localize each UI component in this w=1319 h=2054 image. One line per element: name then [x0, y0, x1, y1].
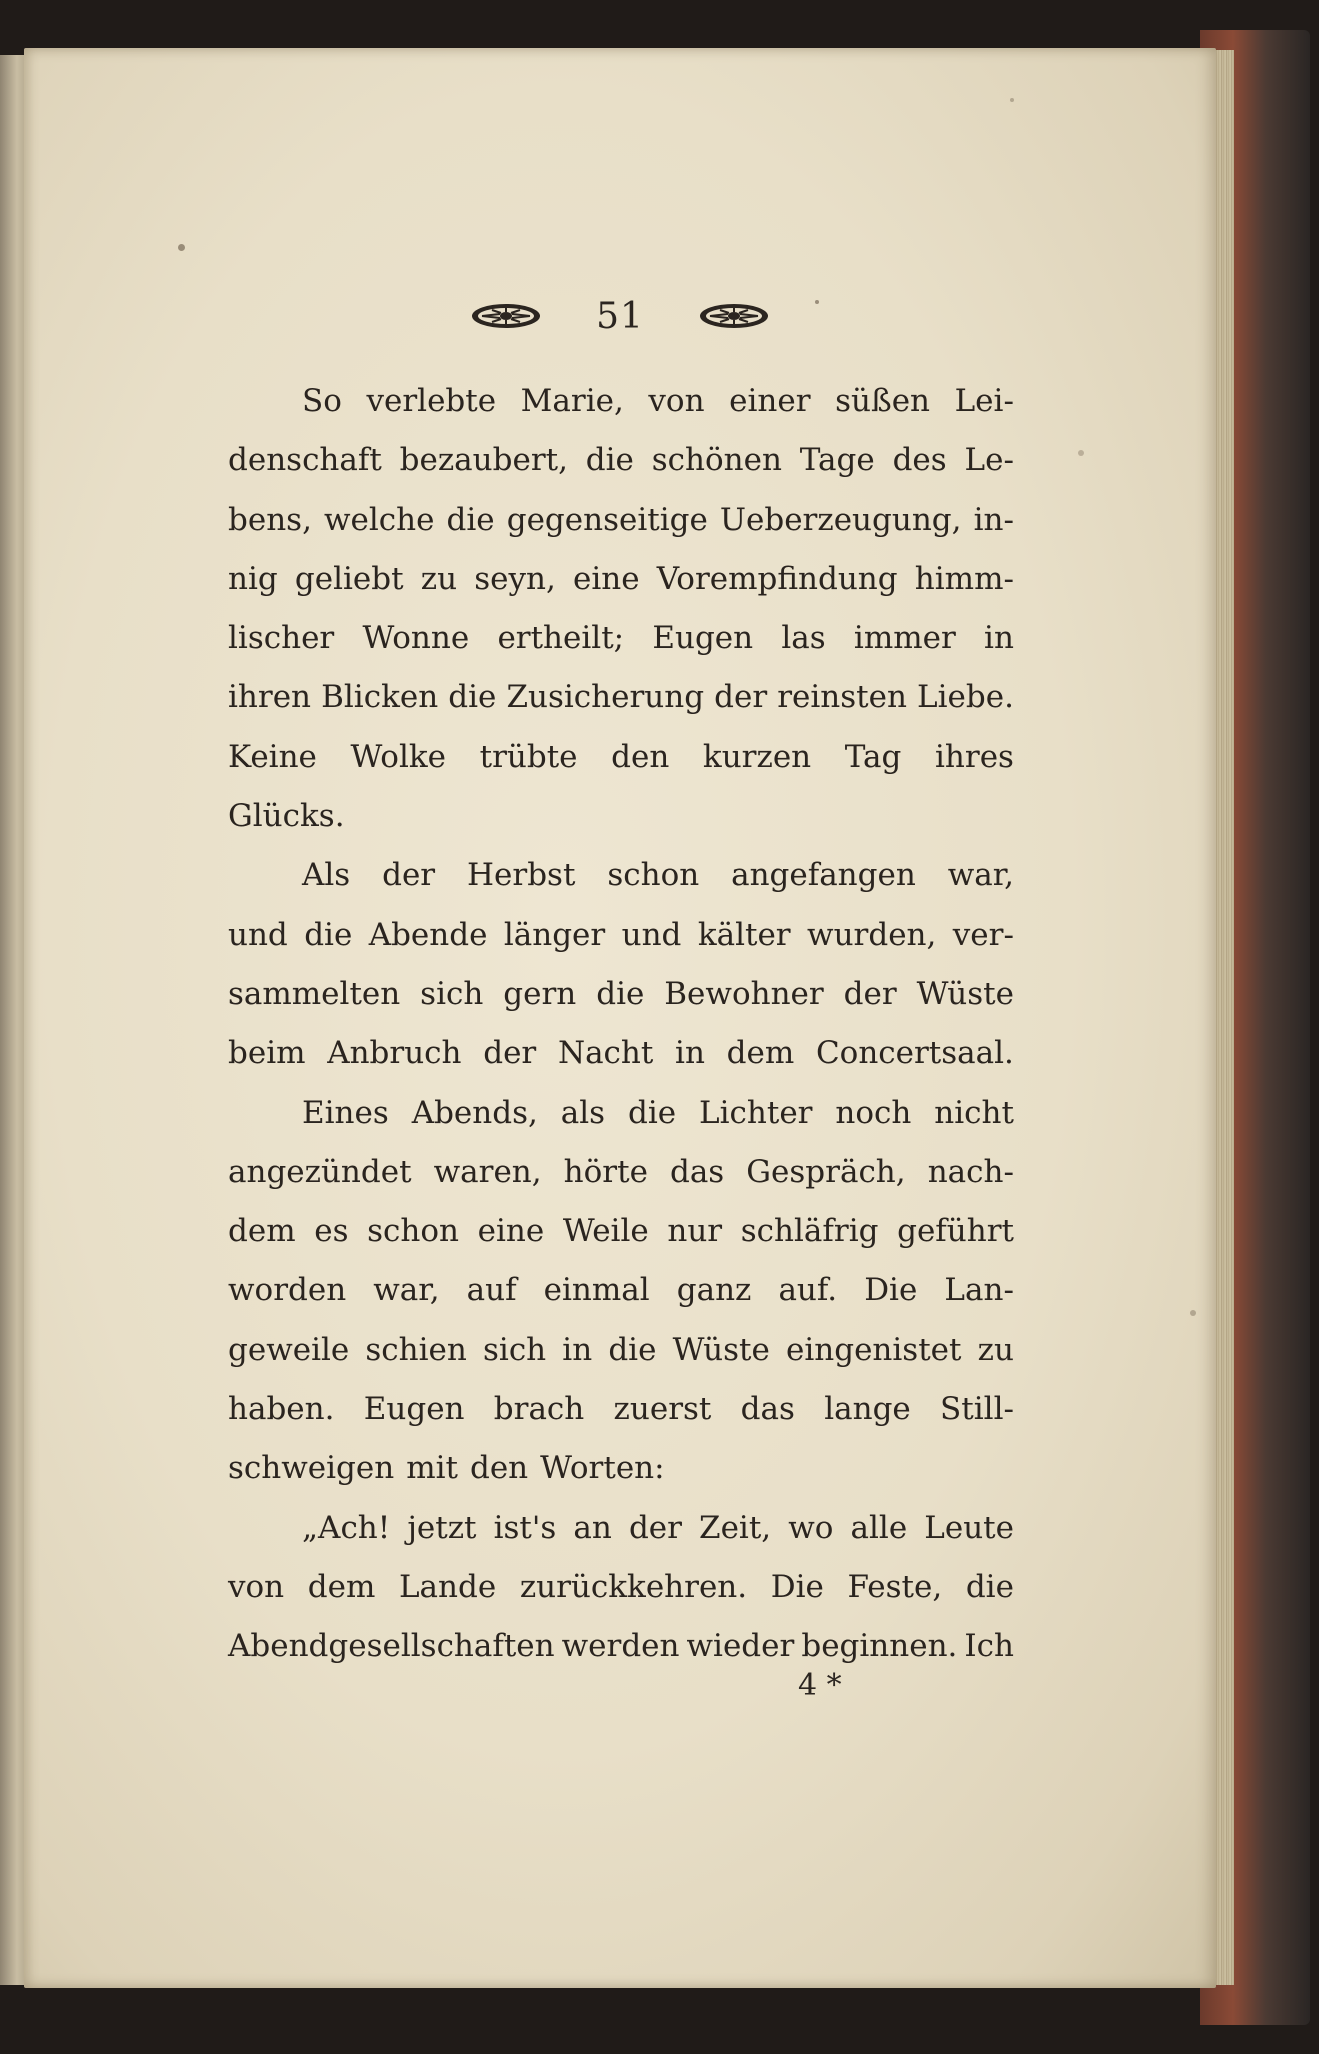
text-line — [228, 431, 1014, 490]
text-line — [228, 728, 1014, 787]
text-word: Lan- — [944, 1272, 1014, 1309]
text-line — [228, 1558, 1014, 1617]
text-word: in — [675, 1035, 705, 1072]
text-word: sich — [483, 1331, 547, 1368]
text-word: die — [446, 501, 495, 538]
text-line — [228, 965, 1014, 1024]
text-word: zu — [977, 1331, 1014, 1368]
text-word: war, — [947, 857, 1014, 894]
text-word: Lichter — [699, 1094, 813, 1131]
text-word: Als — [302, 857, 351, 894]
text-word: Die — [770, 1568, 824, 1605]
paper-speck — [1190, 1310, 1196, 1316]
text-word: länger — [503, 916, 606, 953]
text-word: angefangen — [731, 857, 916, 894]
text-word: Eines — [302, 1094, 389, 1131]
text-word: der — [483, 1035, 537, 1072]
text-word: an — [573, 1509, 612, 1546]
text-word: alle — [850, 1509, 908, 1546]
text-word: Weile — [562, 1213, 649, 1250]
text-word: schien — [365, 1331, 467, 1368]
text-word: gern — [503, 975, 577, 1012]
text-word: war, — [373, 1272, 440, 1309]
text-word: Abende — [368, 916, 488, 953]
text-word: lischer — [228, 620, 335, 657]
text-word: ihres — [935, 738, 1014, 775]
text-word: wieder — [686, 1628, 795, 1665]
text-word: Anbruch — [327, 1035, 462, 1072]
text-word: Ueberzeugung, — [719, 501, 962, 538]
text-line — [228, 1617, 1014, 1676]
text-word: von — [648, 383, 705, 419]
text-word: schon — [607, 857, 700, 894]
text-line — [228, 1439, 1014, 1498]
text-word: beginnen. — [801, 1628, 958, 1665]
text-word: sammelten — [228, 975, 401, 1012]
text-word: wo — [788, 1509, 834, 1546]
text-word: als — [560, 1094, 606, 1131]
text-word: des — [892, 442, 947, 479]
text-word: dem — [726, 1035, 795, 1072]
text-line — [228, 1143, 1014, 1202]
text-word: Eugen — [363, 1391, 465, 1428]
text-word: So — [302, 383, 342, 419]
text-word: Ich — [964, 1628, 1014, 1665]
text-word: jetzt — [407, 1509, 477, 1546]
text-word: Le- — [964, 442, 1014, 479]
text-word: Abends, — [411, 1094, 538, 1131]
text-word: eine — [573, 560, 640, 597]
text-word: hörte — [563, 1153, 648, 1190]
text-line — [228, 1380, 1014, 1439]
text-word: bezaubert, — [399, 442, 568, 479]
text-word: Herbst — [467, 857, 576, 894]
text-word: die — [585, 442, 634, 479]
text-word: brach — [493, 1391, 585, 1428]
text-word: der — [843, 975, 897, 1012]
text-word: Tag — [844, 738, 902, 775]
text-word: sich — [420, 975, 484, 1012]
text-word: ver- — [952, 916, 1014, 953]
text-word: Glücks. — [228, 798, 345, 835]
text-word: seyn, — [474, 560, 556, 597]
text-word: süßen — [835, 383, 931, 419]
text-word: haben. — [228, 1391, 335, 1428]
text-word: Eugen — [652, 620, 754, 657]
text-word: waren, — [433, 1153, 542, 1190]
text-word: Nacht — [557, 1035, 654, 1072]
text-word: die — [448, 679, 497, 716]
text-word: den — [611, 738, 670, 775]
text-word: Worten: — [540, 1450, 665, 1487]
text-word: nig — [228, 560, 278, 597]
text-word: angezündet — [228, 1153, 412, 1190]
text-word: worden — [228, 1272, 347, 1309]
text-word: ganz — [676, 1272, 752, 1309]
text-word: verlebte — [366, 383, 497, 419]
text-word: Bewohner — [664, 975, 824, 1012]
text-word: zuerst — [613, 1391, 712, 1428]
text-word: nicht — [934, 1094, 1014, 1131]
text-word: kurzen — [702, 738, 812, 775]
text-line — [228, 1202, 1014, 1261]
text-line — [228, 1261, 1014, 1320]
text-word: es — [314, 1213, 349, 1250]
text-word: gegenseitige — [506, 501, 708, 538]
text-word: geweile — [228, 1331, 350, 1368]
paper-speck — [1010, 98, 1014, 102]
text-word: schläfrig — [740, 1213, 879, 1250]
page-header — [470, 292, 770, 340]
text-word: werden — [561, 1628, 680, 1665]
text-word: die — [965, 1568, 1014, 1605]
page-number: 51 — [596, 295, 644, 337]
text-word: die — [596, 975, 645, 1012]
text-line — [228, 550, 1014, 609]
text-line — [228, 906, 1014, 965]
text-word: eingenistet — [786, 1331, 962, 1368]
signature-mark: 4 * — [798, 1668, 842, 1703]
ornament-left-icon — [470, 302, 542, 330]
text-word: der — [382, 857, 436, 894]
text-word: ertheilt; — [497, 620, 625, 657]
text-word: die — [608, 1331, 657, 1368]
text-word: welche — [324, 501, 435, 538]
paper-speck — [178, 244, 185, 251]
text-word: bens, — [228, 501, 312, 538]
text-word: lange — [824, 1391, 911, 1428]
text-word: eine — [477, 1213, 545, 1250]
text-word: „Ach! — [302, 1509, 391, 1546]
text-word: in- — [973, 501, 1014, 538]
text-word: las — [781, 620, 826, 657]
text-word: trübte — [479, 738, 578, 775]
text-word: Marie, — [520, 383, 624, 419]
text-word: in — [562, 1331, 593, 1368]
text-word: ist's — [493, 1509, 557, 1546]
text-word: noch — [835, 1094, 912, 1131]
text-word: den — [469, 1450, 529, 1487]
text-word: ihren — [228, 679, 312, 716]
text-line — [228, 1321, 1014, 1380]
text-word: Zeit, — [699, 1509, 772, 1546]
text-word: reinsten — [777, 679, 907, 716]
text-word: Keine — [228, 738, 317, 775]
text-word: auf. — [778, 1272, 838, 1309]
text-word: Blicken — [321, 679, 439, 716]
text-word: Wonne — [362, 620, 470, 657]
text-word: das — [740, 1391, 795, 1428]
text-line — [228, 846, 1014, 905]
text-word: Die — [864, 1272, 918, 1309]
text-line — [228, 1024, 1014, 1083]
text-word: immer — [853, 620, 956, 657]
text-line — [228, 668, 1014, 727]
text-word: Lei- — [954, 383, 1014, 419]
text-word: Abendgesellschaften — [228, 1628, 555, 1665]
text-word: schönen — [651, 442, 782, 479]
text-word: die — [304, 916, 353, 953]
text-word: von — [228, 1568, 285, 1605]
text-word: der — [714, 679, 768, 716]
text-word: wurden, — [807, 916, 937, 953]
body-text — [228, 372, 1014, 1677]
text-word: nach- — [927, 1153, 1014, 1190]
paper-speck — [815, 300, 819, 304]
text-word: geführt — [897, 1213, 1014, 1250]
text-word: beim — [228, 1035, 306, 1072]
text-word: kälter — [697, 916, 791, 953]
text-word: dem — [228, 1213, 296, 1250]
text-word: schweigen — [228, 1450, 395, 1487]
text-word: das — [669, 1153, 725, 1190]
text-word: Vorempfindung — [656, 560, 898, 597]
ornament-right-icon — [698, 302, 770, 330]
text-line — [228, 491, 1014, 550]
text-word: einmal — [543, 1272, 650, 1309]
text-word: Lande — [398, 1568, 497, 1605]
text-word: Liebe. — [917, 679, 1014, 716]
text-word: Feste, — [847, 1568, 943, 1605]
text-word: schon — [367, 1213, 460, 1250]
text-word: zurückkehren. — [519, 1568, 748, 1605]
text-word: zu — [420, 560, 458, 597]
text-word: die — [628, 1094, 677, 1131]
text-word: Concertsaal. — [815, 1035, 1014, 1072]
text-line — [228, 372, 1014, 431]
text-line — [228, 1499, 1014, 1558]
text-line — [228, 1084, 1014, 1143]
text-word: Wolke — [350, 738, 446, 775]
text-word: geliebt — [294, 560, 404, 597]
text-word: Still- — [940, 1391, 1014, 1428]
text-word: Wüste — [916, 975, 1014, 1012]
text-word: Zusicherung — [506, 679, 705, 716]
text-word: himm- — [914, 560, 1014, 597]
text-word: und — [621, 916, 682, 953]
text-word: einer — [729, 383, 811, 419]
text-word: mit — [406, 1450, 458, 1487]
text-word: auf — [466, 1272, 517, 1309]
text-word: in — [984, 620, 1014, 657]
text-line — [228, 787, 1014, 846]
paper-speck — [1078, 450, 1084, 456]
text-word: Tage — [799, 442, 875, 479]
text-word: der — [628, 1509, 682, 1546]
text-word: Leute — [924, 1509, 1014, 1546]
text-line — [228, 609, 1014, 668]
text-word: nur — [667, 1213, 723, 1250]
text-word: Wüste — [672, 1331, 770, 1368]
text-word: und — [228, 916, 288, 953]
text-word: Gespräch, — [746, 1153, 906, 1190]
text-word: denschaft — [228, 442, 382, 479]
text-word: dem — [307, 1568, 376, 1605]
